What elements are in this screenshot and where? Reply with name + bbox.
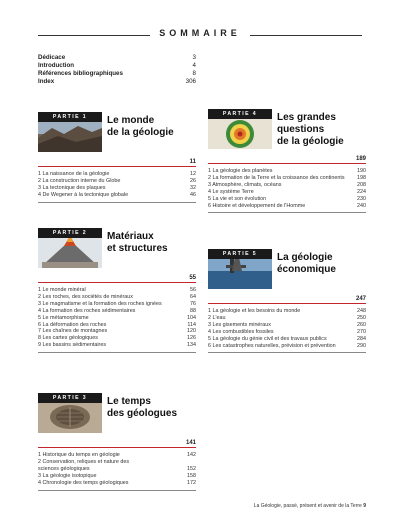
front-matter-page: 3 — [192, 54, 196, 61]
part-4-section — [208, 109, 366, 213]
contents-header — [0, 28, 400, 42]
chapter-item[interactable] — [38, 315, 196, 322]
chapter-page: 12 — [190, 171, 196, 177]
chapter-page: 284 — [357, 335, 366, 342]
chapter-list — [38, 452, 196, 487]
chapter-item[interactable] — [38, 192, 196, 199]
chapter-title: 6 Les catastrophes naturelles, prévision et prévention — [208, 342, 336, 349]
chapter-item[interactable] — [208, 189, 366, 196]
chapter-title: 1 Historique du temps en géologie — [38, 452, 120, 458]
front-matter-label: Index — [38, 78, 55, 85]
chapter-title: 5 La vie et son évolution — [208, 195, 267, 202]
front-matter-item[interactable] — [38, 78, 196, 86]
chapter-title: 9 Les bassins sédimentaires — [38, 342, 107, 349]
part-tag: PARTIE 5 — [208, 249, 272, 259]
part-tag: PARTIE 1 — [38, 112, 102, 122]
front-matter-page: 306 — [185, 78, 196, 85]
part-banner — [38, 112, 196, 154]
chapter-item[interactable] — [208, 315, 366, 322]
chapter-title: 1 La géologie des planètes — [208, 168, 273, 174]
part-tag: PARTIE 2 — [38, 228, 102, 238]
chapter-page: 208 — [357, 181, 366, 188]
chapter-title: 2 La construction interne du Globe — [38, 177, 121, 184]
chapter-title: 4 De Wegener à la tectonique globale — [38, 191, 129, 198]
part-title — [277, 252, 336, 276]
chapter-page: 224 — [357, 188, 366, 195]
chapter-title: 4 Chronologie des temps géologiques — [38, 479, 129, 486]
part-banner — [208, 249, 366, 291]
chapter-item[interactable] — [38, 185, 196, 192]
part-banner — [38, 393, 196, 435]
chapter-title: 4 La formation des roches sédimentaires — [38, 307, 136, 314]
chapter-title: 3 Atmosphère, climats, océans — [208, 181, 282, 188]
chapter-title: 5 La géologie du génie civil et des travaux publics — [208, 335, 327, 342]
chapter-item[interactable] — [208, 308, 366, 315]
chapter-title: 1 Le monde minéral — [38, 287, 86, 293]
chapter-page: 114 — [187, 321, 196, 328]
chapter-item[interactable] — [38, 459, 196, 473]
chapter-title: 2 La formation de la Terre et la croissance des continents — [208, 174, 345, 181]
chapter-title: 2 Les roches, des sociétés de minéraux — [38, 293, 133, 300]
chapter-page: 46 — [190, 191, 196, 198]
part-5-section — [208, 249, 366, 353]
chapter-page: 270 — [357, 328, 366, 335]
chapter-item[interactable] — [208, 168, 366, 175]
part-page-number: 247 — [355, 296, 366, 302]
contents-title: SOMMAIRE — [159, 28, 241, 38]
header-rule-left — [38, 35, 150, 36]
part-page-rule — [208, 155, 366, 164]
part-title-line: Le monde — [107, 115, 155, 126]
chapter-page: 56 — [190, 287, 196, 293]
chapter-page: 126 — [187, 335, 196, 342]
chapter-item[interactable] — [208, 175, 366, 182]
front-matter-item[interactable] — [38, 54, 196, 62]
front-matter-item[interactable] — [38, 70, 196, 78]
chapter-page: 152 — [187, 465, 196, 472]
chapter-page: 104 — [187, 314, 196, 321]
part-page-rule — [208, 295, 366, 304]
front-matter-list — [38, 54, 196, 86]
front-matter-page: 4 — [192, 62, 196, 69]
part-divider — [38, 202, 196, 203]
chapter-title: 5 Le métamorphisme — [38, 314, 89, 321]
chapter-page: 230 — [357, 195, 366, 202]
chapter-page: 172 — [187, 479, 196, 486]
chapter-page: 88 — [190, 307, 196, 314]
chapter-item[interactable] — [38, 301, 196, 308]
chapter-item[interactable] — [38, 452, 196, 459]
front-matter-label: Introduction — [38, 62, 75, 69]
part-page-rule — [38, 439, 196, 448]
part-title-line: économique — [277, 264, 336, 275]
chapter-page: 250 — [357, 314, 366, 321]
chapter-page: 260 — [357, 321, 366, 328]
chapter-list — [208, 308, 366, 349]
chapter-item[interactable] — [38, 308, 196, 315]
chapter-item[interactable] — [208, 336, 366, 343]
chapter-list — [208, 168, 366, 209]
chapter-item[interactable] — [38, 480, 196, 487]
header-rule-right — [250, 35, 362, 36]
chapter-title: 6 La déformation des roches — [38, 321, 107, 328]
chapter-item[interactable] — [38, 171, 196, 178]
part-tag: PARTIE 3 — [38, 393, 102, 403]
chapter-item[interactable] — [38, 335, 196, 342]
chapter-title: 1 La géologie et les besoins du monde — [208, 308, 301, 314]
chapter-item[interactable] — [38, 342, 196, 349]
front-matter-label: Dédicace — [38, 54, 66, 61]
part-title-line: La géologie — [277, 252, 333, 263]
chapter-title: 1 La naissance de la géologie — [38, 171, 110, 177]
part-1-section — [38, 112, 196, 203]
chapter-page: 198 — [357, 174, 366, 181]
part-title-line: Les grandes questions — [277, 112, 336, 135]
part-page-number: 55 — [189, 275, 196, 281]
part-divider — [208, 212, 366, 213]
part-title — [107, 115, 174, 139]
chapter-title: 6 Histoire et développement de l'Homme — [208, 202, 306, 209]
part-page-number: 11 — [189, 159, 196, 165]
chapter-page: 64 — [190, 293, 196, 300]
front-matter-label: Références bibliographiques — [38, 70, 123, 77]
part-page-number: 141 — [185, 440, 196, 446]
chapter-list — [38, 171, 196, 199]
part-title-line: de la géologie — [277, 136, 344, 147]
chapter-page: 248 — [357, 308, 366, 314]
part-banner — [208, 109, 366, 151]
chapter-title: 3 La tectonique des plaques — [38, 184, 106, 191]
part-title-line: et structures — [107, 243, 168, 254]
part-3-section — [38, 393, 196, 491]
page-footer — [246, 503, 366, 509]
footer-page-number: 9 — [363, 503, 366, 509]
chapter-title: 8 Les cartes géologiques — [38, 335, 98, 342]
chapter-page: 190 — [357, 168, 366, 174]
part-divider — [38, 490, 196, 491]
part-page-rule — [38, 158, 196, 167]
chapter-page: 76 — [190, 300, 196, 307]
chapter-item[interactable] — [208, 196, 366, 203]
part-tag: PARTIE 4 — [208, 109, 272, 119]
chapter-item[interactable] — [208, 182, 366, 189]
front-matter-item[interactable] — [38, 62, 196, 70]
chapter-item[interactable] — [208, 343, 366, 350]
chapter-title: 4 Les combustibles fossiles — [208, 328, 274, 335]
chapter-page: 158 — [187, 472, 196, 479]
part-title-line: Le temps — [107, 396, 151, 407]
chapter-item[interactable] — [38, 294, 196, 301]
chapter-page: 26 — [190, 177, 196, 184]
chapter-page: 240 — [357, 202, 366, 209]
chapter-list — [38, 287, 196, 349]
part-divider — [38, 352, 196, 353]
part-title — [107, 231, 168, 255]
part-page-number: 189 — [355, 156, 366, 162]
chapter-title: 3 La géologie isotopique — [38, 472, 97, 479]
chapter-title: 7 Les chaînes de montagnes — [38, 328, 108, 335]
chapter-page: 134 — [187, 342, 196, 349]
part-page-rule — [38, 274, 196, 283]
chapter-item[interactable] — [38, 287, 196, 294]
part-banner — [38, 228, 196, 270]
part-title-line: de la géologie — [107, 127, 174, 138]
chapter-page: 32 — [190, 184, 196, 191]
chapter-item[interactable] — [208, 322, 366, 329]
chapter-page: 142 — [187, 452, 196, 458]
part-divider — [208, 352, 366, 353]
chapter-page: 290 — [357, 342, 366, 349]
chapter-title: 2 Conservation, reliques et nature des sciences géologiques — [38, 458, 130, 472]
chapter-item[interactable] — [38, 178, 196, 185]
chapter-title: 3 Les gisements minéraux — [208, 321, 271, 328]
part-title-line: des géologues — [107, 408, 178, 419]
chapter-title: 3 Le magmatisme et la formation des roches ignées — [38, 300, 162, 307]
chapter-item[interactable] — [38, 328, 196, 335]
chapter-item[interactable] — [38, 322, 196, 329]
part-title-line: Matériaux — [107, 231, 154, 242]
part-title — [107, 396, 177, 420]
footer-text: La Géologie, passé, présent et avenir de la Terre — [253, 503, 362, 509]
chapter-item[interactable] — [38, 473, 196, 480]
chapter-page: 120 — [187, 328, 196, 335]
front-matter-page: 8 — [192, 70, 196, 77]
chapter-title: 4 Le système Terre — [208, 188, 254, 195]
chapter-title: 2 L'eau — [208, 314, 226, 321]
chapter-item[interactable] — [208, 203, 366, 210]
part-title — [277, 112, 366, 148]
part-2-section — [38, 228, 196, 353]
chapter-item[interactable] — [208, 329, 366, 336]
